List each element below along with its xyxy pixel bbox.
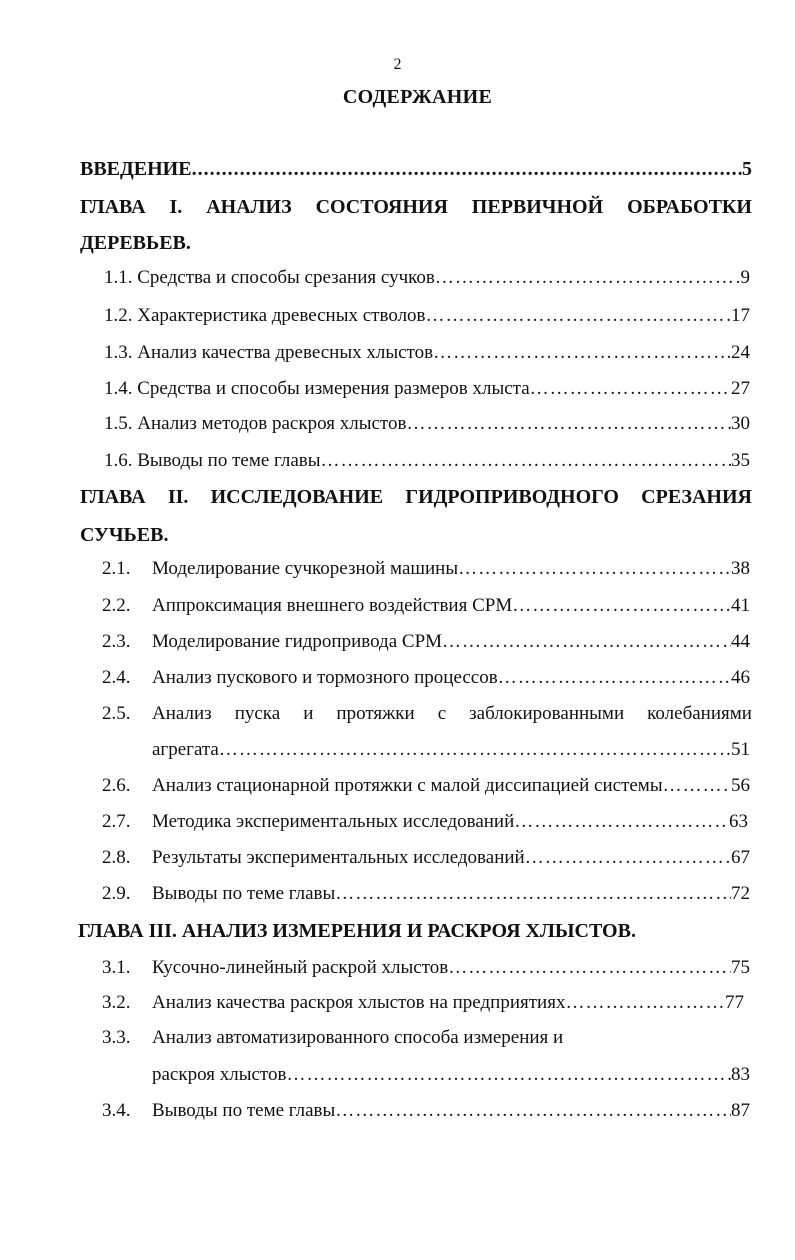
toc-entry-page: 72 bbox=[731, 883, 750, 904]
toc-entry-page: 44 bbox=[731, 631, 750, 652]
toc-entry-number: 3.2. bbox=[102, 992, 131, 1013]
toc-entry-cont bbox=[152, 1062, 750, 1088]
toc-entry-page: 30 bbox=[731, 413, 750, 434]
toc-entry-page: 87 bbox=[731, 1100, 750, 1121]
entry-word: Анализ bbox=[152, 703, 212, 724]
leader-dots bbox=[219, 737, 731, 763]
toc-entry bbox=[104, 411, 750, 437]
toc-entry bbox=[102, 1025, 563, 1051]
leader-dots bbox=[514, 809, 729, 835]
entry-word: и bbox=[303, 703, 314, 724]
entry-word: пуска bbox=[234, 703, 281, 724]
leader-dots bbox=[321, 448, 731, 474]
toc-entry bbox=[102, 556, 750, 582]
heading-word: ИССЛЕДОВАНИЕ bbox=[210, 486, 384, 508]
document-title: СОДЕРЖАНИЕ bbox=[342, 86, 493, 108]
toc-entry-text: Моделирование гидропривода СРМ bbox=[152, 631, 443, 652]
heading-word: СОСТОЯНИЯ bbox=[315, 196, 448, 218]
page-number: 2 bbox=[393, 56, 402, 73]
leader-dots bbox=[435, 265, 741, 291]
chapter-2-heading-cont: СУЧЬЕВ. bbox=[80, 524, 169, 546]
toc-entry-page: 17 bbox=[731, 305, 750, 326]
toc-entry-number: 2.9. bbox=[102, 883, 131, 904]
toc-entry-text: 1.2. Характеристика древесных стволов bbox=[104, 305, 426, 326]
toc-entry-number: 2.2. bbox=[102, 595, 131, 616]
heading-word: I. bbox=[169, 196, 183, 218]
toc-entry-page: 63 bbox=[729, 811, 748, 832]
entry-word: заблокированными bbox=[469, 703, 625, 724]
toc-entry-text: Анализ стационарной протяжки с малой диссипацией системы bbox=[152, 775, 663, 796]
leader-dots bbox=[335, 1098, 731, 1124]
toc-entry-page: 75 bbox=[731, 957, 750, 978]
entry-word: протяжки bbox=[336, 703, 415, 724]
toc-entry-text: Анализ качества раскроя хлыстов на предприятиях bbox=[152, 992, 566, 1013]
toc-entry bbox=[104, 340, 750, 366]
heading-word: ГЛАВА bbox=[80, 196, 146, 218]
toc-entry-text: Методика экспериментальных исследований bbox=[152, 811, 515, 832]
toc-entry-number: 3.1. bbox=[102, 957, 131, 978]
leader-dots bbox=[458, 556, 731, 582]
toc-entry-page: 5 bbox=[742, 158, 752, 180]
heading-word: ГИДРОПРИВОДНОГО bbox=[405, 486, 619, 508]
heading-word: АНАЛИЗ bbox=[206, 196, 292, 218]
toc-entry-number: 2.4. bbox=[102, 667, 131, 688]
leader-dots bbox=[565, 990, 725, 1016]
toc-entry-page: 46 bbox=[731, 667, 750, 688]
toc-entry-page: 9 bbox=[740, 267, 750, 288]
toc-entry bbox=[102, 701, 752, 727]
toc-entry-text bbox=[152, 701, 752, 727]
heading-word: СРЕЗАНИЯ bbox=[641, 486, 752, 508]
toc-entry bbox=[104, 303, 750, 329]
toc-entry-number: 3.3. bbox=[102, 1027, 131, 1048]
toc-entry-text: Анализ автоматизированного способа измерения и bbox=[152, 1027, 564, 1048]
chapter-1-heading-cont: ДЕРЕВЬЕВ. bbox=[80, 232, 191, 254]
toc-entry-text: раскроя хлыстов bbox=[152, 1064, 287, 1085]
toc-entry bbox=[102, 665, 750, 691]
toc-entry-text: 1.6. Выводы по теме главы bbox=[104, 450, 321, 471]
toc-entry bbox=[102, 773, 750, 799]
toc-entry-text: Результаты экспериментальных исследований bbox=[152, 847, 525, 868]
toc-entry bbox=[102, 593, 750, 619]
heading-word: II. bbox=[167, 486, 189, 508]
toc-entry-text: Аппроксимация внешнего воздействия СРМ bbox=[152, 595, 513, 616]
toc-entry bbox=[104, 376, 750, 402]
toc-entry-text: 1.3. Анализ качества древесных хлыстов bbox=[104, 342, 434, 363]
leader-dots bbox=[286, 1062, 731, 1088]
toc-entry-page: 67 bbox=[731, 847, 750, 868]
toc-entry bbox=[102, 809, 748, 835]
leader-dots bbox=[530, 376, 731, 402]
toc-entry-text: 1.5. Анализ методов раскроя хлыстов bbox=[104, 413, 407, 434]
leader-dots bbox=[525, 845, 731, 871]
toc-entry-page: 38 bbox=[731, 558, 750, 579]
toc-entry-number: 2.8. bbox=[102, 847, 131, 868]
heading-word: ОБРАБОТКИ bbox=[627, 196, 752, 218]
toc-entry-number: 2.7. bbox=[102, 811, 131, 832]
toc-entry-number: 2.6. bbox=[102, 775, 131, 796]
toc-entry-text: Кусочно-линейный раскрой хлыстов bbox=[152, 957, 449, 978]
toc-entry bbox=[102, 629, 750, 655]
toc-entry-number: 2.3. bbox=[102, 631, 131, 652]
toc-entry-intro bbox=[80, 156, 752, 182]
leader-dots bbox=[663, 773, 731, 799]
leader-dots bbox=[335, 881, 731, 907]
toc-entry-text: 1.4. Средства и способы измерения размеров хлыста bbox=[104, 378, 530, 399]
toc-entry bbox=[102, 845, 750, 871]
toc-entry-number: 2.1. bbox=[102, 558, 131, 579]
chapter-3-heading: ГЛАВА III. АНАЛИЗ ИЗМЕРЕНИЯ И РАСКРОЯ ХЛЫСТОВ. bbox=[78, 920, 636, 942]
toc-entry-text: Анализ пускового и тормозного процессов bbox=[152, 667, 498, 688]
leader-dots bbox=[192, 156, 742, 182]
toc-entry-number: 3.4. bbox=[102, 1100, 131, 1121]
toc-entry bbox=[104, 265, 750, 291]
toc-entry-text: Выводы по теме главы bbox=[152, 1100, 336, 1121]
toc-entry-text: Выводы по теме главы bbox=[152, 883, 336, 904]
toc-entry-text: ВВЕДЕНИЕ bbox=[80, 158, 192, 180]
entry-word: с bbox=[437, 703, 447, 724]
toc-entry-page: 24 bbox=[731, 342, 750, 363]
leader-dots bbox=[426, 303, 731, 329]
leader-dots bbox=[406, 411, 731, 437]
leader-dots bbox=[442, 629, 731, 655]
toc-entry-text: агрегата bbox=[152, 739, 219, 760]
leader-dots bbox=[448, 955, 731, 981]
leader-dots bbox=[498, 665, 731, 691]
heading-word: ГЛАВА bbox=[80, 486, 146, 508]
toc-entry-page: 35 bbox=[731, 450, 750, 471]
toc-entry-cont bbox=[152, 737, 750, 763]
toc-entry-page: 77 bbox=[725, 992, 744, 1013]
toc-entry-text: 1.1. Средства и способы срезания сучков bbox=[104, 267, 435, 288]
toc-entry bbox=[102, 881, 750, 907]
toc-entry bbox=[102, 955, 750, 981]
toc-entry-page: 27 bbox=[731, 378, 750, 399]
leader-dots bbox=[512, 593, 731, 619]
toc-entry bbox=[102, 1098, 750, 1124]
toc-entry-page: 56 bbox=[731, 775, 750, 796]
toc-entry bbox=[104, 448, 750, 474]
chapter-2-heading bbox=[80, 484, 752, 510]
leader-dots bbox=[433, 340, 731, 366]
toc-entry-page: 51 bbox=[731, 739, 750, 760]
toc-entry bbox=[102, 990, 744, 1016]
entry-word: колебаниями bbox=[647, 703, 752, 724]
heading-word: ПЕРВИЧНОЙ bbox=[471, 196, 604, 218]
toc-entry-page: 41 bbox=[731, 595, 750, 616]
toc-entry-page: 83 bbox=[731, 1064, 750, 1085]
chapter-1-heading bbox=[80, 194, 752, 220]
toc-entry-text: Моделирование сучкорезной машины bbox=[152, 558, 459, 579]
toc-entry-number: 2.5. bbox=[102, 703, 131, 724]
